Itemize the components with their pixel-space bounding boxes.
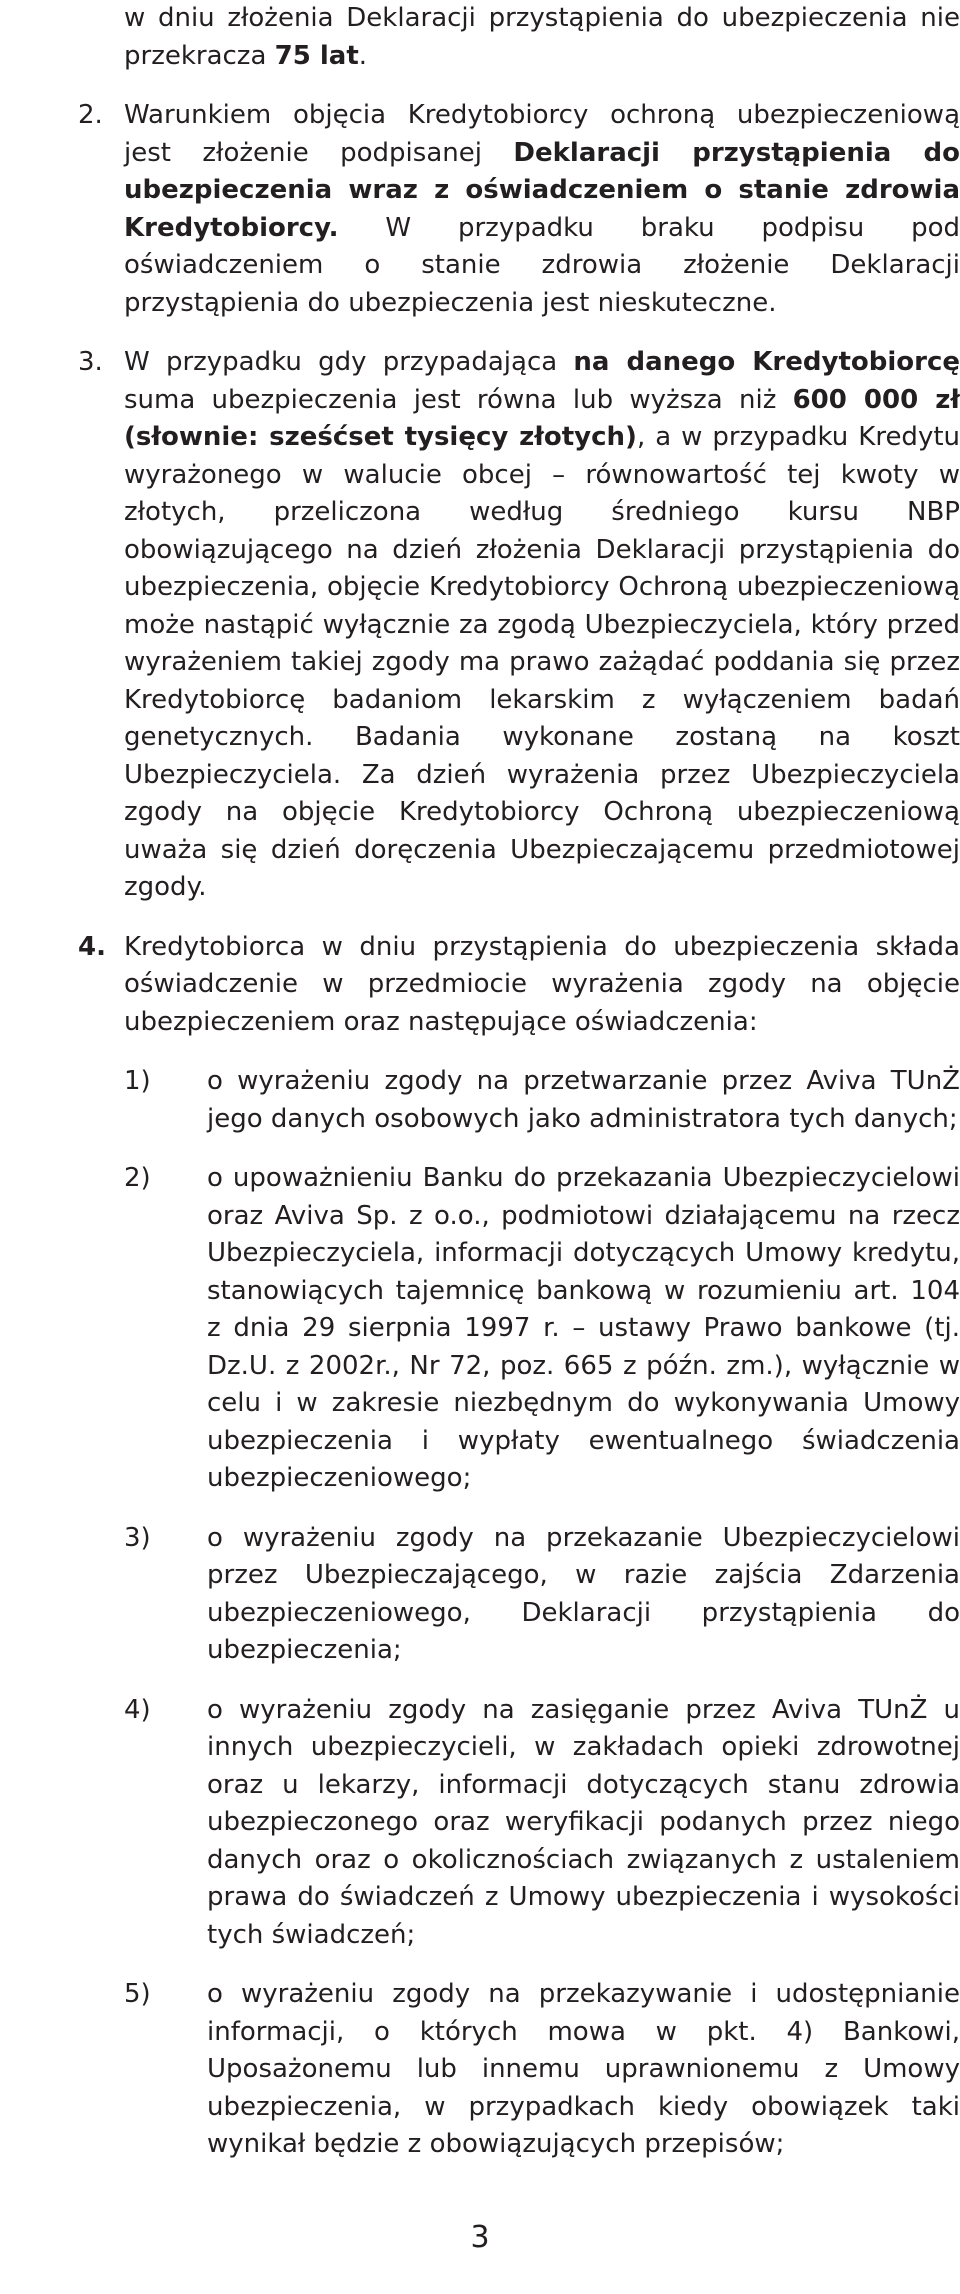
paragraph-2-text-1: Warunkiem objęcia Kredytobiorcy ochroną ubezpieczeniową jest złożenie podpisanej [124, 100, 960, 168]
paragraph-4-body: Kredytobiorca w dniu przystąpienia do ubezpieczenia składa oświadczenie w przedmiocie wyrażenia zgody na objęcie ubezpieczeniem oraz następujące oświadczenia: [124, 931, 960, 1037]
paragraph-3-text-1: W przypadku gdy przypadająca [124, 347, 574, 377]
paragraph-1-end: . [358, 40, 368, 71]
paragraph-2-body [124, 97, 960, 322]
list-item-1-text: o wyrażeniu zgody na przetwarzanie przez Aviva TUnŻ jego danych osobowych jako administratora tych danych; [207, 1066, 960, 1134]
list-item-3-text: o wyrażeniu zgody na przekazanie Ubezpieczycielowi przez Ubezpieczającego, w razie zajścia Zdarzenia ubezpieczeniowego, Deklaracji przystąpienia do ubezpieczenia; [207, 1522, 960, 1665]
paragraph-4 [80, 929, 960, 1042]
list-item-3-number: 3) [124, 1522, 151, 1553]
page-number: 3 [470, 2220, 490, 2255]
paragraph-4-number: 4. [78, 931, 106, 962]
paragraph-1-continuation [124, 0, 960, 75]
paragraph-3-body [124, 344, 960, 907]
list-item-5 [80, 1976, 960, 2164]
list-item-1-number: 1) [124, 1066, 151, 1096]
list-item-5-number: 5) [124, 1979, 151, 2009]
paragraph-3-bold-2: 600 000 zł (słownie: sześćset tysięcy złotych) [124, 384, 960, 452]
list-item-3 [80, 1520, 960, 1670]
paragraph-3-bold-1: na danego Kredytobiorcę [573, 347, 960, 377]
paragraph-3 [80, 344, 960, 907]
list-item-2 [80, 1160, 960, 1498]
list-item-4-number: 4) [124, 1694, 151, 1725]
document-body [80, 0, 960, 2164]
list-item-2-number: 2) [124, 1163, 151, 1193]
paragraph-2-bold: Deklaracji przystąpienia do ubezpieczenia wraz z oświadczeniem o stanie zdrowia Kredytobiorcy. [124, 137, 960, 243]
paragraph-1-text: w dniu złożenia Deklaracji przystąpienia do ubezpieczenia nie przekracza [124, 3, 960, 71]
paragraph-2-number: 2. [78, 100, 103, 130]
list-item-5-text: o wyrażeniu zgody na przekazywanie i udostępnianie informacji, o których mowa w pkt. 4) Bankowi, Uposażonemu lub innemu uprawnionemu z Umowy ubezpieczenia, w przypadkach kiedy obowiązek taki wynikał będzie z obowiązujących przepisów; [207, 1979, 960, 2159]
paragraph-2-text-2: W przypadku braku podpisu pod oświadczeniem o stanie zdrowia złożenie Deklaracji przystąpienia do ubezpieczenia jest nieskuteczne. [124, 212, 960, 318]
paragraph-2 [80, 97, 960, 322]
list-item-4 [80, 1692, 960, 1955]
list-item-4-text: o wyrażeniu zgody na zasięganie przez Aviva TUnŻ u innych ubezpieczycieli, w zakładach opieki zdrowotnej oraz u lekarzy, informacji dotyczących stanu zdrowia ubezpieczonego oraz weryfikacji podanych przez niego danych oraz o okolicznościach związanych z ustaleniem prawa do świadczeń z Umowy ubezpieczenia i wysokości tych świadczeń; [207, 1694, 960, 1950]
paragraph-3-text-2: suma ubezpieczenia jest równa lub wyższa niż [124, 384, 793, 415]
paragraph-3-text-3: , a w przypadku Kredytu wyrażonego w walucie obcej – równowartość tej kwoty w złotych, przeliczona według średniego kursu NBP obowiązującego na dzień złożenia Deklaracji przystąpienia do ubezpieczenia, objęcie Kredytobiorcy Ochroną ubezpieczeniową może nastąpić wyłącznie za zgodą Ubezpieczyciela, który przed wyrażeniem takiej zgody ma prawo zażądać poddania się przez Kredytobiorcę badaniom lekarskim z wyłączeniem badań genetycznych. Badania wykonane zostaną na koszt Ubezpieczyciela. Za dzień wyrażenia przez Ubezpieczyciela zgody na objęcie Kredytobiorcy Ochroną ubezpieczeniową uważa się dzień doręczenia Ubezpieczającemu przedmiotowej zgody. [124, 422, 960, 902]
paragraph-3-number: 3. [78, 347, 103, 377]
list-item-1 [80, 1063, 960, 1138]
paragraph-1-age-limit: 75 lat [274, 40, 359, 71]
list-item-2-text: o upoważnieniu Banku do przekazania Ubezpieczycielowi oraz Aviva Sp. z o.o., podmiotowi działającemu na rzecz Ubezpieczyciela, informacji dotyczących Umowy kredytu, stanowiących tajemnicę bankową w rozumieniu art. 104 z dnia 29 sierpnia 1997 r. – ustawy Prawo bankowe (tj. Dz.U. z 2002r., Nr 72, poz. 665 z późn. zm.), wyłącznie w celu i w zakresie niezbędnym do wykonywania Umowy ubezpieczenia i wypłaty ewentualnego świadczenia ubezpieczeniowego; [207, 1163, 960, 1493]
